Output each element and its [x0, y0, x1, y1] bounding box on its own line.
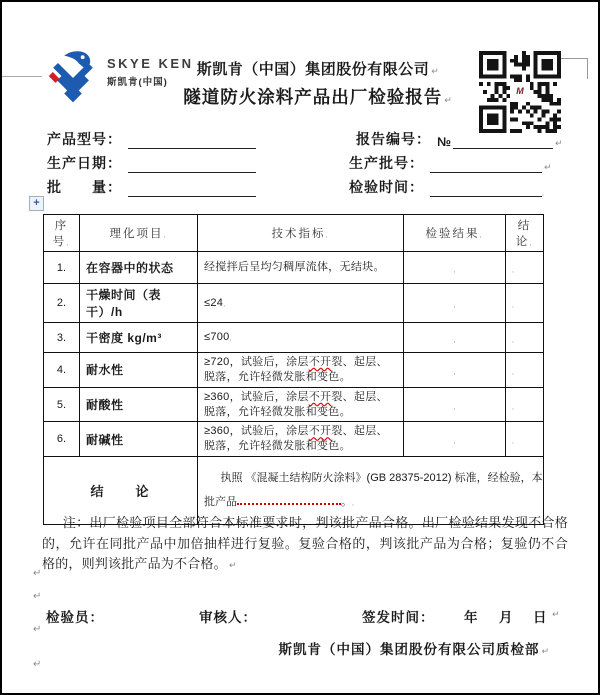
issue-time-label: 签发时间： — [362, 610, 435, 625]
return-mark-icon: ↵ — [554, 138, 563, 148]
row-verdict-blank[interactable] — [506, 323, 544, 353]
cell-mark: , — [453, 266, 456, 274]
row-spec: 经搅拌后呈均匀稠厚流体，无结块。 — [198, 252, 404, 284]
row-result-blank[interactable] — [404, 353, 506, 388]
header-spec: 技术指标, — [198, 215, 404, 252]
day-label: 日 — [533, 610, 548, 625]
eagle-logo-icon — [44, 48, 102, 111]
row-item: 耐碱性 — [80, 422, 198, 457]
frame-corner — [561, 58, 588, 79]
row-result-blank[interactable] — [404, 422, 506, 457]
return-mark-icon: ↵ — [444, 95, 453, 105]
conclusion-line1: 执照 《混凝土结构防火涂料》(GB 28375-2012) 标准，经检验，本 — [220, 472, 543, 485]
margin-tick — [2, 76, 42, 77]
brand-name-cn: 斯凯肯(中国) — [107, 77, 168, 88]
row-spec: ≤700, — [198, 323, 404, 353]
cell-mark: , — [512, 266, 514, 274]
qr-center-logo: M — [511, 83, 529, 99]
cell-mark: , — [512, 336, 514, 344]
cell-mark: , — [512, 438, 514, 446]
table-row — [44, 387, 544, 422]
row-result-blank[interactable] — [404, 284, 506, 323]
header-item: 理化项目, — [80, 215, 198, 252]
row-result-blank[interactable] — [404, 323, 506, 353]
table-move-handle[interactable]: + — [29, 196, 44, 211]
production-batch-label: 生产批号： — [349, 155, 424, 171]
cell-mark: , — [512, 302, 514, 309]
row-no: 6. — [44, 422, 80, 457]
row-no: 2. — [44, 284, 80, 323]
header-result: 检验结果, — [404, 215, 506, 252]
row-spec: ≥360，试验后，涂层不开裂、起层、脱落，允许轻微发胀和变色。 — [198, 387, 404, 422]
cell-mark: , — [229, 335, 232, 343]
return-mark-icon: ↵ — [544, 162, 552, 172]
cell-mark: , — [453, 336, 456, 344]
header-verdict: 结论, — [506, 215, 544, 252]
cell-mark: , — [512, 368, 514, 376]
cell-mark: , — [453, 438, 456, 446]
return-mark-icon: ↵ — [431, 66, 440, 76]
table-header-row — [44, 215, 544, 252]
inspection-time-label: 检验时间： — [349, 179, 424, 195]
row-item: 干密度 kg/m³ — [80, 323, 198, 353]
field-batch-quantity — [47, 179, 256, 197]
inspection-time-blank[interactable] — [430, 182, 542, 197]
header-no: 序号, — [44, 215, 80, 252]
cell-mark: , — [223, 300, 226, 308]
cell-mark: , — [352, 499, 354, 507]
production-date-blank[interactable] — [128, 158, 256, 173]
row-verdict-blank[interactable] — [506, 284, 544, 323]
row-item: 干燥时间（表干）/h — [80, 284, 198, 323]
production-batch-blank[interactable] — [430, 158, 542, 173]
row-no: 1. — [44, 252, 80, 284]
numero-sign: № — [437, 135, 451, 149]
month-label: 月 — [499, 610, 514, 625]
row-no: 4. — [44, 353, 80, 388]
table-row — [44, 323, 544, 353]
table-row — [44, 353, 544, 388]
field-inspection-time — [349, 179, 544, 197]
field-production-date — [47, 155, 256, 173]
row-result-blank[interactable] — [404, 252, 506, 284]
row-verdict-blank[interactable] — [506, 252, 544, 284]
page-title: 隧道防火涂料产品出厂检验报告 ↵ — [183, 87, 453, 107]
conclusion-line2: 批产品 。, — [204, 491, 537, 514]
row-verdict-blank[interactable] — [506, 422, 544, 457]
reviewer-label: 审核人： — [199, 610, 257, 625]
product-model-blank[interactable] — [128, 134, 256, 149]
product-model-label: 产品型号： — [47, 131, 122, 147]
return-mark-icon: ↵ — [33, 591, 42, 602]
cell-mark: , — [479, 232, 484, 239]
field-production-batch — [349, 155, 552, 173]
cell-mark: , — [453, 302, 456, 309]
conclusion-label: 结 论 — [44, 457, 198, 525]
row-item: 耐酸性 — [80, 387, 198, 422]
row-spec: ≤24, — [198, 284, 404, 323]
conclusion-result-blank[interactable] — [237, 492, 341, 505]
return-mark-icon: ↵ — [33, 624, 42, 635]
return-mark-icon: ↵ — [541, 646, 550, 656]
table-row — [44, 252, 544, 284]
row-result-blank[interactable] — [404, 387, 506, 422]
row-verdict-blank[interactable] — [506, 387, 544, 422]
cell-mark: , — [66, 240, 71, 247]
company-name: 斯凯肯（中国）集团股份有限公司 ↵ — [196, 61, 440, 78]
cell-mark: , — [453, 403, 456, 411]
batch-quantity-label: 批 量： — [47, 179, 122, 195]
note-paragraph: 注：出厂检验项目全部符合本标准要求时，判该批产品合格。出厂检验结果发现不合格的，允许在同批产品中加倍抽样进行复验。复验合格的，判该批产品为合格；复验仍不合格的，则判该批产品为不合格。 ↵ — [42, 515, 568, 572]
table-row — [44, 422, 544, 457]
return-mark-icon: ↵ — [228, 560, 237, 571]
cell-mark: , — [163, 232, 168, 239]
return-mark-icon: ↵ — [33, 659, 42, 670]
report-no-label: 报告编号： — [356, 131, 431, 147]
inspector-label: 检验员： — [46, 610, 104, 625]
cell-mark: , — [529, 240, 534, 247]
return-mark-icon: ↵ — [552, 609, 560, 619]
cell-mark: , — [542, 190, 544, 197]
row-no: 5. — [44, 387, 80, 422]
field-product-model — [47, 131, 256, 149]
row-spec: ≥360，试验后，涂层不开裂、起层、脱落，允许轻微发胀和变色。 — [198, 422, 404, 457]
batch-quantity-blank[interactable] — [128, 182, 256, 197]
year-label: 年 — [464, 610, 479, 625]
row-item: 在容器中的状态 — [80, 252, 198, 284]
row-item: 耐水性 — [80, 353, 198, 388]
qc-department-name: 斯凯肯（中国）集团股份有限公司质检部 ↵ — [278, 642, 550, 657]
production-date-label: 生产日期： — [47, 155, 122, 171]
table-row — [44, 284, 544, 323]
row-spec: ≥720，试验后，涂层不开裂、起层、脱落，允许轻微发胀和变色。 — [198, 353, 404, 388]
cell-mark: , — [453, 368, 456, 376]
field-report-no — [356, 131, 562, 149]
inspection-table — [43, 214, 544, 525]
title-block — [150, 58, 486, 109]
report-no-blank[interactable] — [453, 134, 553, 149]
return-mark-icon: ↵ — [33, 568, 42, 579]
row-verdict-blank[interactable] — [506, 353, 544, 388]
row-no: 3. — [44, 323, 80, 353]
cell-mark: , — [325, 232, 330, 239]
brand-name: SKYE KEN — [107, 56, 194, 71]
cell-mark: , — [512, 403, 514, 411]
